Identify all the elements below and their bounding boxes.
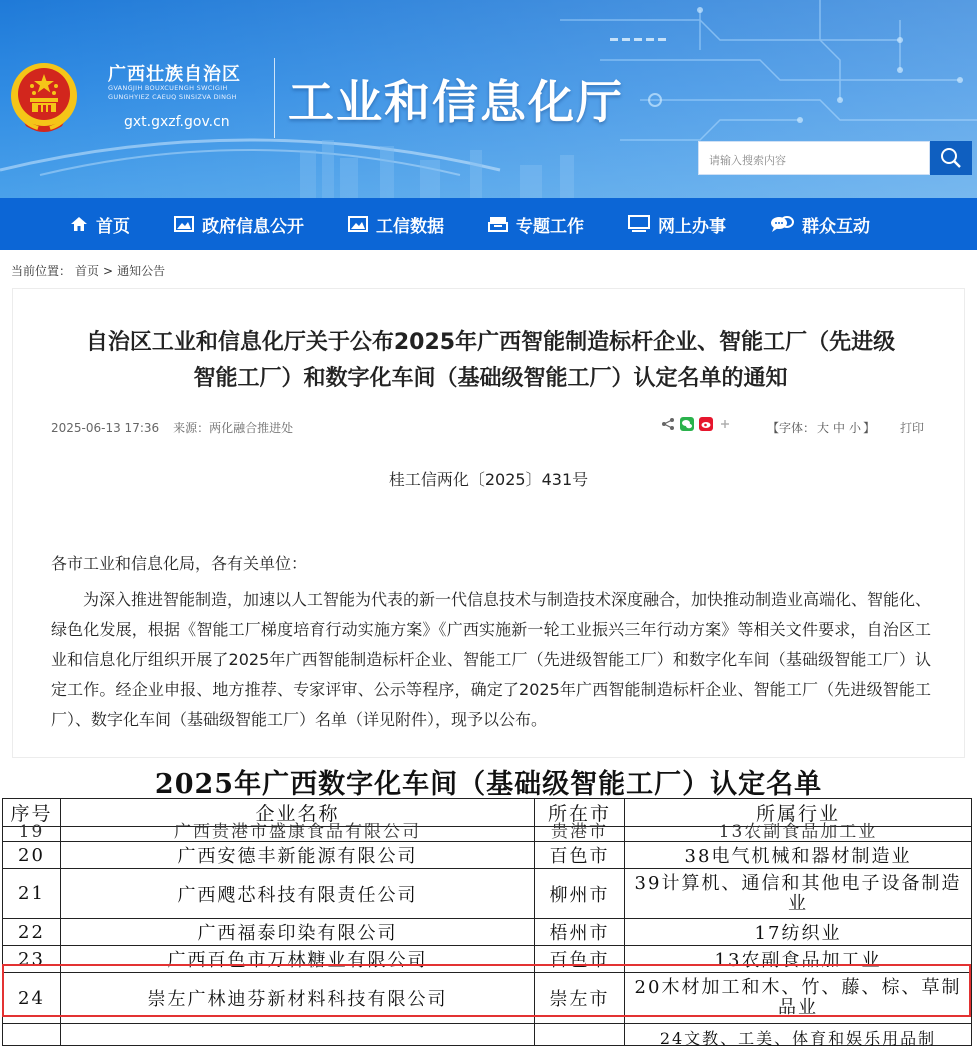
cell-industry: 13农副食品加工业 — [625, 946, 972, 973]
article-body: 为深入推进智能制造，加速以人工智能为代表的新一代信息技术与制造技术深度融合，加快推动制造业高端化、智能化、绿色化发展，根据《智能工厂梯度培育行动实施方案》《广西实施新一轮工业振兴三年行动方案》等相关文件要求，自治区工业和信息化厅组织开展了2025年广西智能制造标杆企业、智能工厂（先进级智能工厂）和数字化车间（基础级智能工厂）认定工作。经企业申报、地方推荐、专家评审、公示等程序，确定了2025年广西智能制造标杆企业、智能工厂（先进级智能工厂）、数字化车间（基础级智能工厂）名单（详见附件），现予以公布。 — [51, 590, 932, 729]
image-icon — [348, 216, 368, 232]
cell-city: 百色市 — [535, 946, 625, 973]
cell-industry: 20木材加工和木、竹、藤、棕、草制品业 — [625, 973, 972, 1024]
tray-icon — [488, 216, 508, 232]
image-icon — [174, 216, 194, 232]
table-row — [3, 919, 972, 946]
cell-city: 百色市 — [535, 842, 625, 869]
cell-no: 19 — [18, 822, 45, 842]
print-button[interactable]: 打印 — [900, 421, 925, 435]
cell-city: 柳州市 — [535, 869, 625, 919]
cell-industry: 39计算机、通信和其他电子设备制造业 — [625, 869, 972, 919]
nav-item-gov-info[interactable] — [174, 212, 304, 237]
nav-item-interaction[interactable] — [770, 212, 870, 237]
certification-table — [2, 798, 972, 1046]
attachment-title: 2025年广西数字化车间（基础级智能工厂）认定名单 — [154, 769, 823, 800]
search-icon — [940, 147, 962, 169]
share-icon[interactable] — [661, 417, 675, 431]
breadcrumb — [11, 262, 169, 279]
more-share-icon[interactable] — [718, 417, 732, 431]
cell-industry: 38电气机械和器材制造业 — [625, 842, 972, 869]
salutation: 各市工业和信息化局，各有关单位： — [51, 554, 308, 573]
cell-name: 广西安德丰新能源有限公司 — [61, 842, 535, 869]
font-size-small[interactable]: 小 — [849, 421, 862, 435]
cell-name: 崇左广林迪芬新材料科技有限公司 — [61, 973, 535, 1024]
font-size-large[interactable]: 大 — [817, 421, 830, 435]
nav-item-home[interactable] — [70, 212, 130, 237]
home-icon — [70, 215, 88, 233]
region-name: 广西壮族自治区 — [108, 64, 241, 85]
cell-industry: 17纺织业 — [625, 919, 972, 946]
nav-item-data[interactable] — [348, 212, 444, 237]
nav-label: 工信数据 — [376, 216, 444, 237]
cell-industry: 13农副食品加工业 — [718, 822, 878, 842]
nav-item-topics[interactable] — [488, 212, 584, 237]
breadcrumb-current-link[interactable]: 通知公告 — [117, 264, 166, 278]
table-row — [3, 842, 972, 869]
cell-name: 广西百色市万林糖业有限公司 — [61, 946, 535, 973]
nav-label: 群众互动 — [802, 216, 870, 237]
cell-no: 21 — [3, 869, 61, 919]
cell-name: 广西贵港市盛康食品有限公司 — [174, 822, 421, 842]
nav-item-online-services[interactable] — [628, 212, 726, 237]
national-emblem-icon — [8, 60, 80, 136]
monitor-icon — [628, 215, 650, 233]
header-city: 所在市 — [535, 799, 625, 827]
header-industry: 所属行业 — [625, 799, 972, 827]
header-no: 序号 — [3, 799, 61, 827]
cell-no: 22 — [3, 919, 61, 946]
cell-no: 23 — [3, 946, 61, 973]
weibo-icon[interactable] — [699, 417, 713, 431]
breadcrumb-separator: > — [103, 264, 114, 278]
cell-city: 崇左市 — [535, 973, 625, 1024]
nav-label: 政府信息公开 — [202, 216, 304, 237]
cell-industry: 24文教、工美、体育和娱乐用品制 — [659, 1028, 937, 1048]
table-row — [3, 1024, 972, 1046]
table-row-highlighted — [3, 973, 972, 1024]
breadcrumb-prefix: 当前位置： — [11, 264, 72, 278]
region-zhuang-name: GVANGJIH BOUXCUENGH SWCIGIH GUNGHYIEZ CAEUQ SINSIZVA DINGH — [108, 84, 237, 101]
font-size-close: 】 — [863, 421, 876, 435]
wechat-icon[interactable] — [680, 417, 694, 431]
search-button[interactable] — [930, 141, 972, 175]
nav-label: 网上办事 — [658, 216, 726, 237]
article-title — [43, 325, 938, 397]
site-url[interactable]: gxt.gxzf.gov.cn — [124, 114, 230, 130]
table-row — [3, 869, 972, 919]
cell-city: 梧州市 — [535, 919, 625, 946]
cell-name: 广西福泰印染有限公司 — [61, 919, 535, 946]
header-name: 企业名称 — [61, 799, 535, 827]
font-size-controls — [767, 419, 875, 436]
article-source: 来源：两化融合推进处 — [173, 421, 294, 435]
cell-city: 贵港市 — [551, 822, 608, 842]
attachment-list-image — [0, 760, 977, 1048]
cell-no: 24 — [3, 973, 61, 1024]
site-header — [0, 0, 977, 198]
main-nav — [0, 198, 977, 250]
nav-label: 专题工作 — [516, 216, 584, 237]
breadcrumb-home-link[interactable]: 首页 — [75, 264, 100, 278]
nav-label: 首页 — [96, 216, 130, 237]
title-line-1: 自治区工业和信息化厅关于公布2025年广西智能制造标杆企业、智能工厂（先进级 — [85, 330, 896, 355]
brand-divider — [274, 58, 275, 138]
title-line-2: 智能工厂）和数字化车间（基础级智能工厂）认定名单的通知 — [193, 366, 788, 391]
publish-date: 2025-06-13 17:36 — [51, 421, 160, 435]
document-number: 桂工信两化〔2025〕431号 — [388, 470, 589, 489]
cell-name: 广西飕芯科技有限责任公司 — [61, 869, 535, 919]
table-row — [3, 946, 972, 973]
article-meta — [51, 419, 293, 436]
cell-no: 20 — [3, 842, 61, 869]
table-row — [3, 827, 972, 842]
font-size-label: 【字体： — [767, 421, 816, 435]
font-size-medium[interactable]: 中 — [833, 421, 846, 435]
site-title[interactable]: 工业和信息化厅 — [288, 75, 624, 129]
search-input[interactable]: 请输入搜索内容 — [698, 141, 930, 175]
article-panel — [12, 288, 965, 758]
chat-icon — [770, 215, 794, 233]
share-bar — [661, 417, 732, 431]
